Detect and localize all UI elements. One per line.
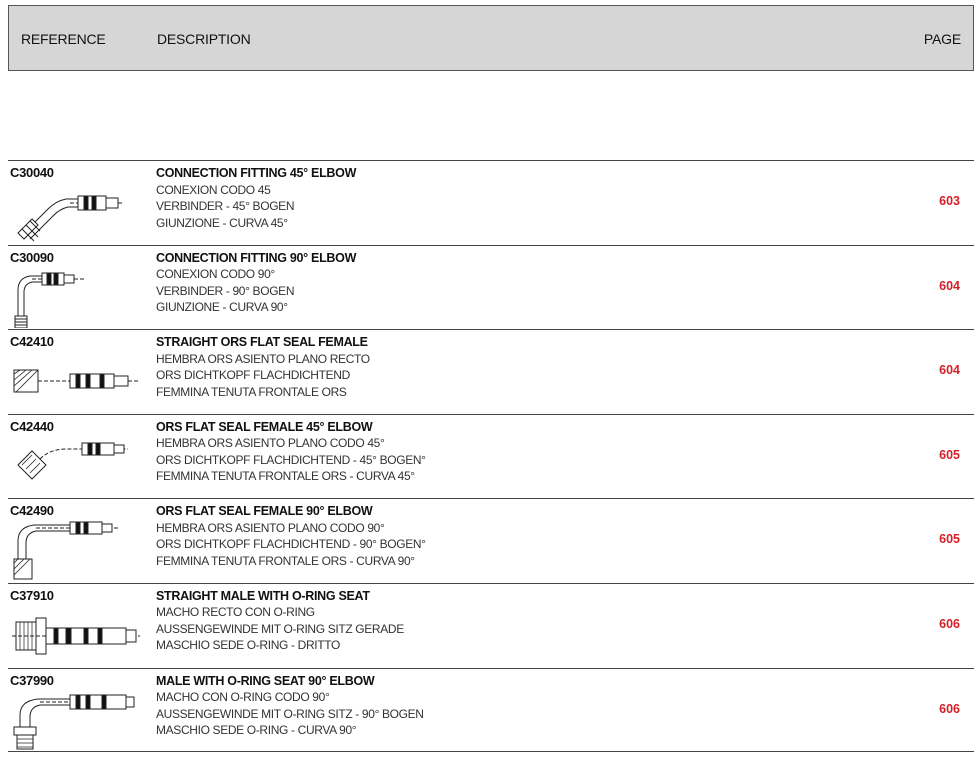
- description-line: MASCHIO SEDE O-RING - DRITTO: [156, 638, 340, 653]
- description-line: VERBINDER - 45° BOGEN: [156, 199, 295, 213]
- table-row[interactable]: [8, 329, 974, 414]
- description: [156, 503, 426, 569]
- description-line: AUSSENGEWINDE MIT O-RING SITZ - 90° BOGEN: [156, 706, 424, 721]
- description-line: FEMMINA TENUTA FRONTALE ORS - CURVA 45°: [156, 469, 415, 484]
- description-line: HEMBRA ORS ASIENTO PLANO CODO 90°: [156, 520, 385, 535]
- description-line: MACHO RECTO CON O-RING: [156, 605, 315, 620]
- description-line: HEMBRA ORS ASIENTO PLANO RECTO: [156, 351, 370, 366]
- catalog-table: [8, 160, 974, 752]
- table-row[interactable]: [8, 245, 974, 330]
- description: [156, 673, 424, 739]
- description: [156, 250, 356, 316]
- description-title: CONNECTION FITTING 45° ELBOW: [156, 166, 357, 180]
- description-line: ORS DICHTKOPF FLACHDICHTEND - 90° BOGEN°: [156, 537, 426, 552]
- description-line: AUSSENGEWINDE MIT O-RING SITZ GERADE: [156, 621, 404, 636]
- page-number-link[interactable]: 606: [939, 701, 960, 716]
- reference-code: C42440: [10, 418, 54, 434]
- straight-male-oring-icon: [10, 604, 146, 666]
- page-number-link[interactable]: 604: [939, 363, 960, 378]
- description-line: VERBINDER - 90° BOGEN: [156, 283, 295, 298]
- description-title: ORS FLAT SEAL FEMALE 90° ELBOW: [156, 504, 373, 519]
- reference-code: C30090: [10, 249, 54, 265]
- description-line: CONEXION CODO 90°: [156, 267, 275, 282]
- description-line: ORS DICHTKOPF FLACHDICHTEND - 45° BOGEN°: [156, 452, 426, 467]
- table-header: [8, 5, 974, 71]
- description-title: STRAIGHT MALE WITH O-RING SEAT: [156, 588, 370, 603]
- ors-female-90-elbow-icon: [10, 519, 146, 581]
- table-row[interactable]: [8, 668, 974, 753]
- page-number-link[interactable]: 604: [939, 278, 960, 293]
- description-title: ORS FLAT SEAL FEMALE 45° ELBOW: [156, 419, 373, 434]
- reference-code: C30040: [10, 165, 54, 180]
- description-line: FEMMINA TENUTA FRONTALE ORS: [156, 384, 347, 399]
- description: [156, 334, 370, 400]
- page-number-link[interactable]: 605: [939, 447, 960, 462]
- description-line: CONEXION CODO 45: [156, 182, 271, 197]
- male-oring-90-elbow-icon: [10, 689, 146, 751]
- description-column-header: DESCRIPTION: [157, 31, 251, 47]
- description: [156, 588, 404, 654]
- description: [156, 165, 356, 231]
- description-line: FEMMINA TENUTA FRONTALE ORS - CURVA 90°: [156, 553, 415, 568]
- reference-code: C37990: [10, 672, 54, 688]
- description-line: GIUNZIONE - CURVA 90°: [156, 300, 288, 315]
- fitting-90-elbow-icon: [10, 266, 146, 328]
- description-line: MACHO CON O-RING CODO 90°: [156, 690, 330, 705]
- description-title: STRAIGHT ORS FLAT SEAL FEMALE: [156, 335, 368, 350]
- description-line: HEMBRA ORS ASIENTO PLANO CODO 45°: [156, 436, 385, 451]
- reference-column-header: REFERENCE: [21, 31, 106, 47]
- table-row[interactable]: [8, 583, 974, 668]
- straight-ors-female-icon: [10, 350, 146, 412]
- description-line: MASCHIO SEDE O-RING - CURVA 90°: [156, 723, 357, 738]
- description-line: GIUNZIONE - CURVA 45°: [156, 215, 288, 230]
- fitting-45-elbow-icon: [10, 181, 146, 243]
- description-title: CONNECTION FITTING 90° ELBOW: [156, 250, 357, 265]
- table-row[interactable]: [8, 414, 974, 499]
- page-number-link[interactable]: 603: [939, 194, 960, 208]
- reference-code: C42410: [10, 334, 54, 350]
- page-number-link[interactable]: 605: [939, 532, 960, 547]
- description-line: ORS DICHTKOPF FLACHDICHTEND: [156, 368, 350, 383]
- table-row[interactable]: [8, 498, 974, 583]
- page-column-header: PAGE: [923, 31, 961, 47]
- page-number-link[interactable]: 606: [939, 616, 960, 631]
- description: [156, 419, 426, 485]
- reference-code: C37910: [10, 587, 54, 603]
- table-row[interactable]: [8, 160, 974, 245]
- reference-code: C42490: [10, 503, 54, 519]
- description-title: MALE WITH O-RING SEAT 90° ELBOW: [156, 673, 375, 688]
- ors-female-45-elbow-icon: [10, 435, 146, 497]
